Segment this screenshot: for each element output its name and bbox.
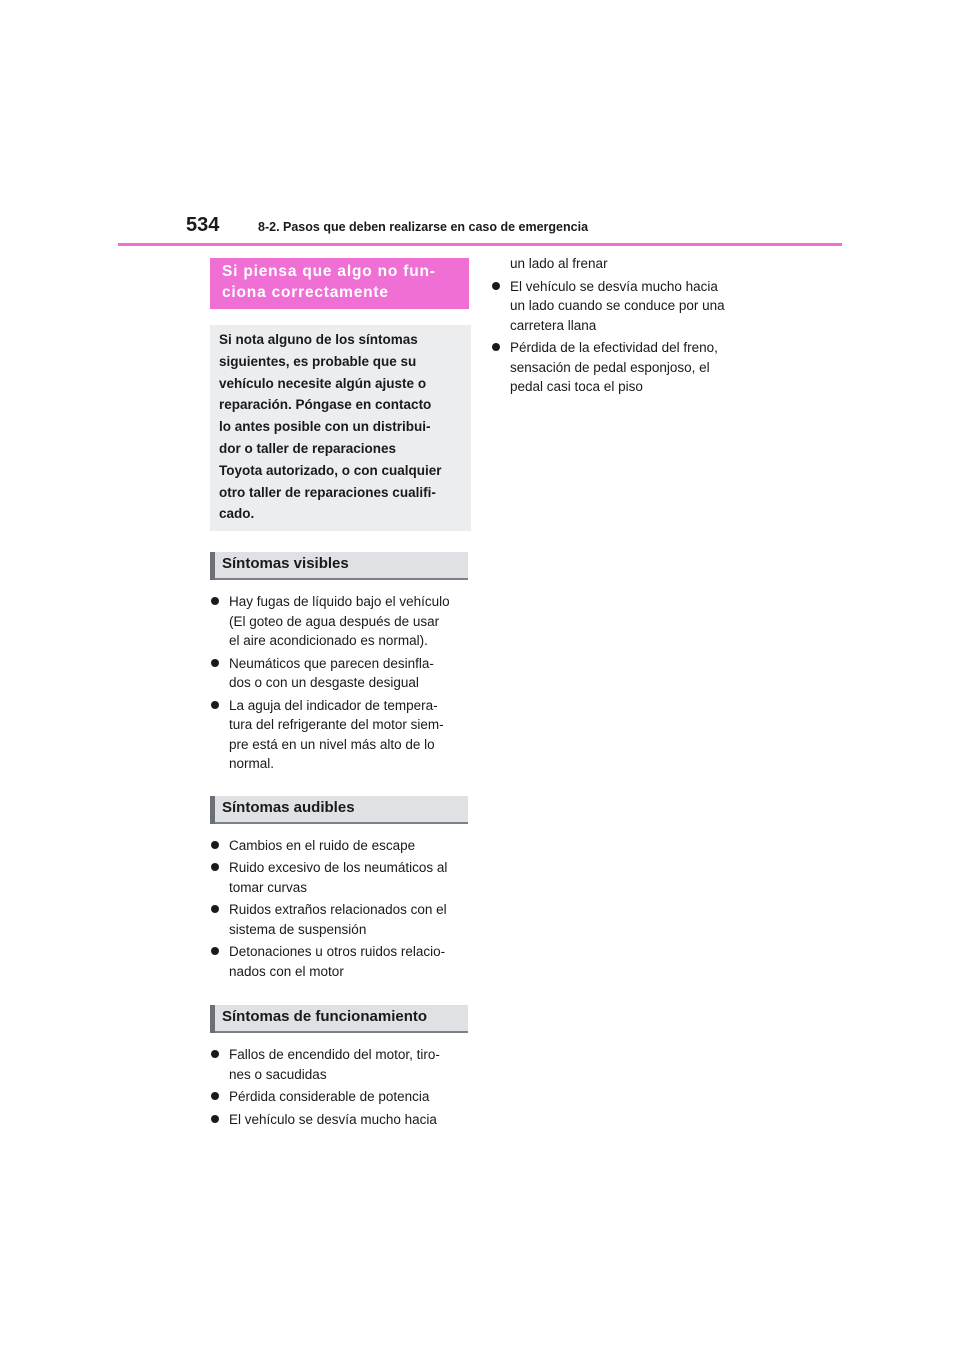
intro-note-box <box>210 325 471 531</box>
intro-note-line: dor o taller de reparaciones <box>219 440 397 456</box>
list-item: Fallos de encendido del motor, tiro- nes o sacudidas <box>210 1045 472 1084</box>
intro-note-line: vehículo necesite algún ajuste o <box>219 375 427 391</box>
header-divider <box>118 243 842 246</box>
list-item: Ruidos extraños relacionados con el sistema de suspensión <box>210 900 472 939</box>
list-item: Ruido excesivo de los neumáticos al tomar curvas <box>210 858 472 897</box>
audible-symptoms-list <box>210 836 472 982</box>
list-item: La aguja del indicador de tempera- tura del refrigerante del motor siem- pre está en un nivel más alto de lo normal. <box>210 696 472 774</box>
bullet-icon <box>211 1050 219 1058</box>
left-column <box>210 258 472 1132</box>
list-item: Pérdida considerable de potencia <box>210 1087 472 1107</box>
list-item: El vehículo se desvía mucho hacia un lado cuando se conduce por una carretera llana <box>491 277 753 336</box>
audible-symptoms-heading: Síntomas audibles <box>210 796 468 824</box>
intro-note-line: otro taller de reparaciones cualifi- <box>219 484 436 500</box>
bullet-icon <box>211 863 219 871</box>
list-item: Hay fugas de líquido bajo el vehículo (El goteo de agua después de usar el aire acondicionado es normal). <box>210 592 472 651</box>
bullet-icon <box>211 905 219 913</box>
intro-note-line: siguientes, es probable que su <box>219 353 417 369</box>
page-header <box>0 0 960 250</box>
list-item: Pérdida de la efectividad del freno, sensación de pedal esponjoso, el pedal casi toca el piso <box>491 338 753 397</box>
intro-title-line: Si piensa que algo no fun- <box>222 263 436 280</box>
intro-note-line: Toyota autorizado, o con cualquier <box>219 462 442 478</box>
bullet-icon <box>211 597 219 605</box>
right-column <box>491 254 753 400</box>
bullet-icon <box>492 282 500 290</box>
bullet-icon <box>211 1092 219 1100</box>
list-item: Detonaciones u otros ruidos relacio- nados con el motor <box>210 942 472 981</box>
bullet-icon <box>211 841 219 849</box>
list-item-continuation: un lado al frenar <box>510 256 608 271</box>
list-item: Cambios en el ruido de escape <box>210 836 472 856</box>
bullet-icon <box>211 701 219 709</box>
intro-note-line: reparación. Póngase en contacto <box>219 397 432 413</box>
section-title: 8-2. Pasos que deben realizarse en caso de emergencia <box>258 220 589 234</box>
visible-symptoms-list <box>210 592 472 774</box>
list-item: El vehículo se desvía mucho hacia <box>210 1110 472 1130</box>
bullet-icon <box>211 659 219 667</box>
bullet-icon <box>492 343 500 351</box>
visible-symptoms-heading: Síntomas visibles <box>210 552 468 580</box>
page-number: 534 <box>186 214 220 236</box>
intro-note-line: Si nota alguno de los síntomas <box>219 332 418 347</box>
intro-note-line: cado. <box>219 506 255 522</box>
intro-title-box <box>210 258 469 309</box>
bullet-icon <box>211 1115 219 1123</box>
functioning-symptoms-list-cont <box>491 277 753 397</box>
intro-note-line: lo antes posible con un distribui- <box>219 419 431 435</box>
intro-title-line: ciona correctamente <box>222 284 389 301</box>
functioning-symptoms-heading: Síntomas de funcionamiento <box>210 1005 468 1033</box>
bullet-icon <box>211 947 219 955</box>
functioning-symptoms-list <box>210 1045 472 1129</box>
list-item: Neumáticos que parecen desinfla- dos o con un desgaste desigual <box>210 654 472 693</box>
